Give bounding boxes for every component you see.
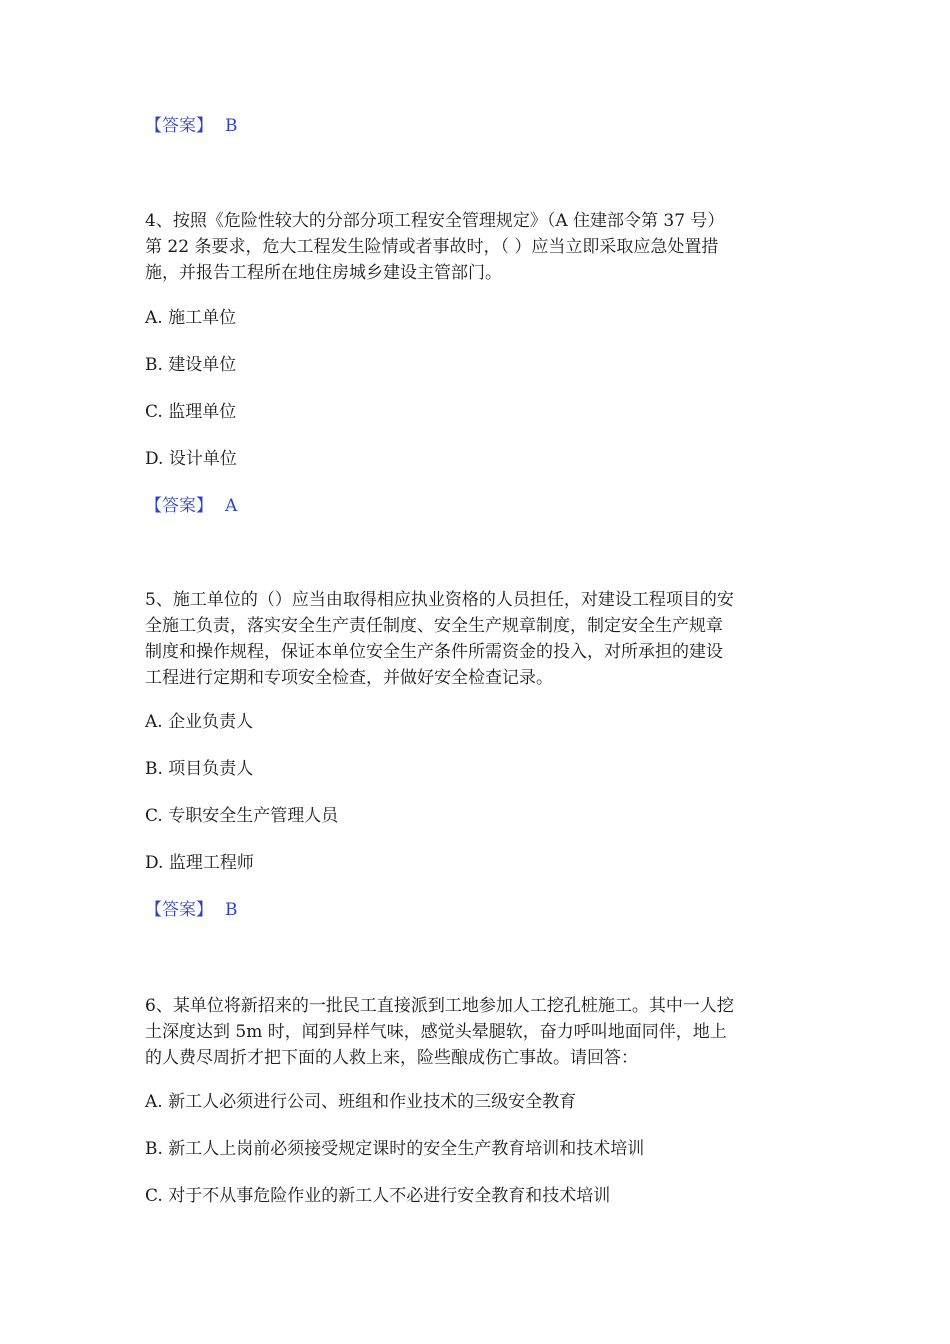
- answer-value: B: [225, 116, 238, 136]
- question-text-line: 第 22 条要求，危大工程发生险情或者事故时，（ ）应当立即采取应急处置措: [145, 237, 719, 257]
- question-text-line: 4、按照《危险性较大的分部分项工程安全管理规定》（A 住建部令第 37 号）: [145, 211, 725, 231]
- question-text-line: 6、某单位将新招来的一批民工直接派到工地参加人工挖孔桩施工。其中一人挖: [145, 996, 734, 1016]
- option-c: C. 对于不从事危险作业的新工人不必进行安全教育和技术培训: [145, 1186, 611, 1206]
- question-text-line: 施，并报告工程所在地住房城乡建设主管部门。: [145, 263, 502, 283]
- answer-q3: [145, 114, 238, 138]
- option-b: B. 项目负责人: [145, 759, 254, 779]
- question-4: [145, 208, 805, 286]
- option-a: A. 新工人必须进行公司、班组和作业技术的三级安全教育: [145, 1092, 577, 1112]
- option-a: A. 施工单位: [145, 308, 237, 328]
- option-d: D. 设计单位: [145, 449, 237, 469]
- question-text-line: 制度和操作规程，保证本单位安全生产条件所需资金的投入，对所承担的建设: [145, 642, 723, 662]
- question-text-line: 工程进行定期和专项安全检查，并做好安全检查记录。: [145, 668, 553, 688]
- answer-label: 【答案】: [145, 496, 213, 516]
- option-d: D. 监理工程师: [145, 853, 254, 873]
- answer-value: B: [225, 900, 238, 920]
- option-a: A. 企业负责人: [145, 712, 254, 732]
- answer-q5: [145, 898, 238, 922]
- question-text-line: 全施工负责，落实安全生产责任制度、安全生产规章制度，制定安全生产规章: [145, 616, 723, 636]
- option-c: C. 监理单位: [145, 402, 237, 422]
- answer-label: 【答案】: [145, 900, 213, 920]
- answer-label: 【答案】: [145, 116, 213, 136]
- answer-value: A: [225, 496, 238, 516]
- question-text-line: 土深度达到 5m 时，闻到异样气味，感觉头晕腿软，奋力呼叫地面同伴，地上: [145, 1022, 727, 1042]
- question-text-line: 5、施工单位的（）应当由取得相应执业资格的人员担任，对建设工程项目的安: [145, 590, 734, 610]
- option-b: B. 建设单位: [145, 355, 237, 375]
- option-b: B. 新工人上岗前必须接受规定课时的安全生产教育培训和技术培训: [145, 1139, 645, 1159]
- question-text-line: 的人费尽周折才把下面的人救上来，险些酿成伤亡事故。请回答：: [145, 1048, 638, 1068]
- question-5: [145, 587, 805, 691]
- answer-q4: [145, 494, 237, 518]
- question-6: [145, 993, 805, 1071]
- option-c: C. 专职安全生产管理人员: [145, 806, 339, 826]
